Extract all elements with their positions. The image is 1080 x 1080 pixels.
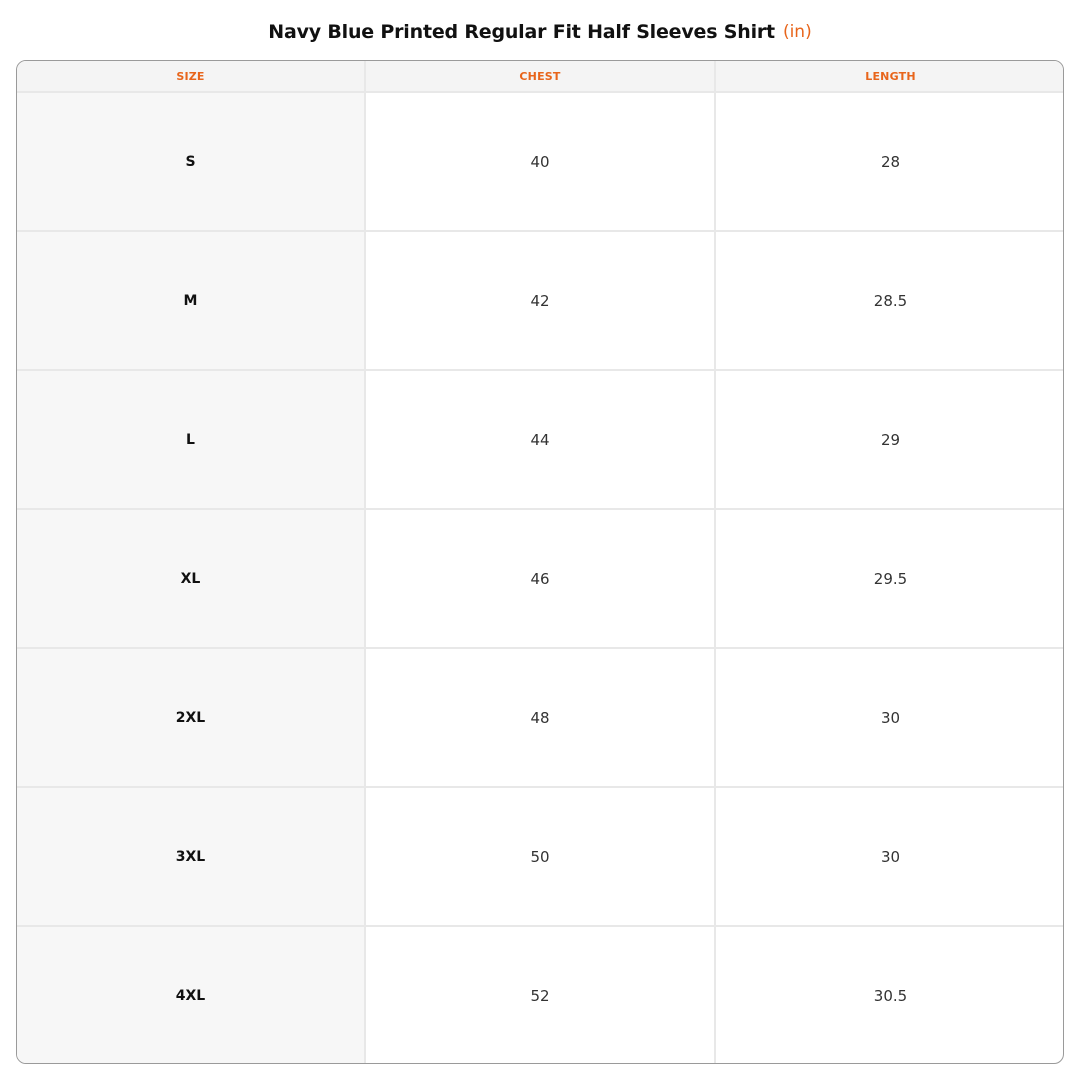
page-title: Navy Blue Printed Regular Fit Half Sleeves Shirt (268, 21, 775, 43)
chest-cell: 44 (365, 370, 715, 509)
table-row (17, 92, 1064, 231)
length-cell: 30.5 (873, 987, 908, 1005)
length-cell: 29.5 (715, 509, 1064, 648)
size-cell: L (17, 370, 365, 509)
size-cell: 2XL (17, 648, 365, 787)
table-row (17, 370, 1064, 509)
size-chart-table-container (16, 60, 1064, 1064)
length-cell: 30 (715, 648, 1064, 787)
column-header-chest: CHEST (365, 61, 715, 92)
size-cell: 4XL (17, 926, 365, 1064)
table-header (17, 61, 1064, 92)
length-cell: 28 (715, 92, 1064, 231)
table-row (17, 509, 1064, 648)
chest-cell: 48 (365, 648, 715, 787)
size-cell: S (17, 92, 365, 231)
header-row (17, 61, 1064, 92)
column-header-size: SIZE (17, 61, 365, 92)
size-chart-table (17, 61, 1064, 1064)
table-row (17, 648, 1064, 787)
size-chart-header (0, 14, 1080, 50)
table-row (17, 231, 1064, 370)
table-row (17, 926, 1064, 1064)
size-cell: XL (17, 509, 365, 648)
chest-cell: 50 (365, 787, 715, 926)
table-row (17, 787, 1064, 926)
length-cell: 29 (715, 370, 1064, 509)
length-cell: 30 (715, 787, 1064, 926)
chest-cell: 52 (365, 926, 715, 1064)
length-cell: 28.5 (715, 231, 1064, 370)
size-cell: 3XL (17, 787, 365, 926)
chest-cell: 42 (365, 231, 715, 370)
table-body (17, 92, 1064, 1064)
unit-label: (in) (782, 22, 812, 42)
chest-cell: 40 (365, 92, 715, 231)
chest-cell: 46 (365, 509, 715, 648)
size-cell: M (17, 231, 365, 370)
column-header-length: LENGTH (715, 61, 1064, 92)
